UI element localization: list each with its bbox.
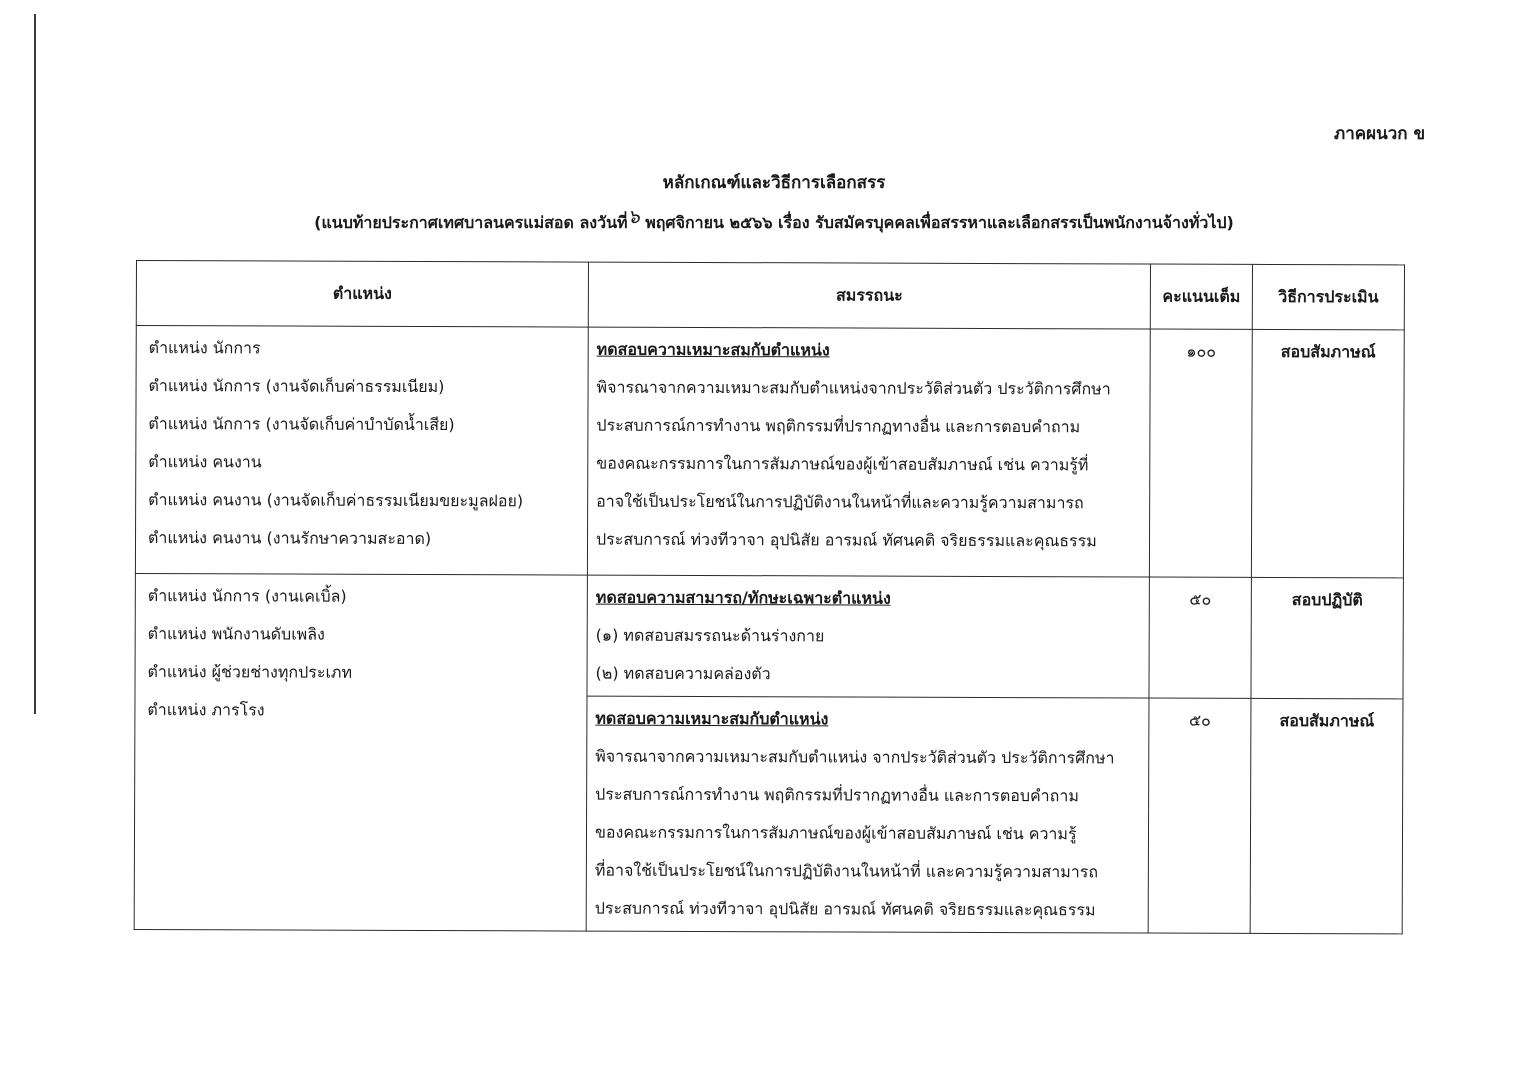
group1-competency-title: ทดสอบความเหมาะสมกับตำแหน่ง — [596, 339, 830, 360]
margin-line — [34, 14, 36, 714]
group2-part1-competency-line: (๑) ทดสอบสมรรถนะด้านร่างกาย — [595, 625, 825, 646]
group1-position-item: ตำแหน่ง นักการ — [148, 338, 261, 358]
table-row-group1 — [135, 326, 1404, 578]
table-row-group2-part1 — [135, 573, 1403, 698]
group1-competency-line: พิจารณาจากความเหมาะสมกับตำแหน่งจากประวัติส่วนตัว ประวัติการศึกษา — [596, 377, 1111, 399]
handwritten-day: ๖ — [627, 206, 640, 228]
subtitle-after-day: พฤศจิกายน ๒๕๖๖ เรื่อง รับสมัครบุคคลเพื่อสรรหาและเลือกสรรเป็นพนักงานจ้างทั่วไป) — [639, 213, 1234, 232]
group1-position-item: ตำแหน่ง คนงาน — [148, 452, 262, 472]
group2-part1-method: สอบปฏิบัติ — [1291, 590, 1363, 610]
criteria-table — [134, 260, 1405, 934]
group2-part1-score: ๕๐ — [1189, 589, 1212, 609]
group1-positions-cell — [135, 326, 588, 576]
header-position: ตำแหน่ง — [136, 261, 588, 328]
group2-part2-competency-line: พิจารณาจากความเหมาะสมกับตำแหน่ง จากประวัติส่วนตัว ประวัติการศึกษา — [595, 746, 1115, 768]
document-subtitle — [0, 207, 1524, 237]
group1-competency-line: ประสบการณ์การทำงาน พฤติกรรมที่ปรากฏทางอื่น และการตอบคำถาม — [596, 415, 1081, 437]
header-full-score: คะแนนเต็ม — [1150, 264, 1252, 329]
group2-part2-competency-cell — [586, 696, 1149, 933]
group2-part2-competency-title: ทดสอบความเหมาะสมกับตำแหน่ง — [595, 708, 829, 729]
group1-position-item: ตำแหน่ง คนงาน (งานรักษาความสะอาด) — [147, 528, 432, 549]
group1-competency-cell — [587, 327, 1150, 577]
group2-part1-method-cell — [1251, 577, 1403, 699]
group2-part1-competency-line: (๒) ทดสอบความคล่องตัว — [595, 663, 771, 684]
group1-competency-line: อาจใช้เป็นประโยชน์ในการปฏิบัติงานในหน้าที่และความรู้ความสามารถ — [596, 491, 1084, 513]
group2-part2-competency-line: ที่อาจใช้เป็นประโยชน์ในการปฏิบัติงานในหน้าที่ และความรู้ความสามารถ — [594, 860, 1099, 882]
group2-positions-cell — [134, 573, 587, 931]
group2-part1-competency-title: ทดสอบความสามารถ/ทักษะเฉพาะตำแหน่ง — [595, 587, 891, 608]
subtitle-before-day: (แนบท้ายประกาศเทศบาลนครแม่สอด ลงวันที่ — [314, 213, 628, 232]
group2-position-item: ตำแหน่ง นักการ (งานเคเบิ้ล) — [147, 586, 347, 606]
group2-part2-score: ๕๐ — [1188, 710, 1211, 730]
group2-part2-competency-line: ประสบการณ์ ท่วงทีวาจา อุปนิสัย อารมณ์ ทัศนคติ จริยธรรมและคุณธรรม — [594, 898, 1096, 920]
group2-position-item: ตำแหน่ง ผู้ช่วยช่างทุกประเภท — [147, 662, 353, 682]
group1-score-cell — [1149, 329, 1252, 577]
table-header-row — [136, 261, 1404, 330]
group2-position-item: ตำแหน่ง พนักงานดับเพลิง — [147, 624, 325, 644]
group2-part2-score-cell — [1148, 698, 1251, 933]
group1-position-item: ตำแหน่ง คนงาน (งานจัดเก็บค่าธรรมเนียมขยะมูลฝอย) — [148, 490, 524, 511]
group1-score: ๑๐๐ — [1186, 341, 1217, 361]
group1-method: สอบสัมภาษณ์ — [1280, 341, 1376, 362]
group2-part2-method: สอบสัมภาษณ์ — [1279, 710, 1375, 731]
group1-position-item: ตำแหน่ง นักการ (งานจัดเก็บค่าบำบัดน้ำเสีย) — [148, 414, 455, 435]
group2-part2-method-cell — [1250, 698, 1403, 934]
header-competency: สมรรถนะ — [588, 262, 1150, 329]
group1-position-item: ตำแหน่ง นักการ (งานจัดเก็บค่าธรรมเนียม) — [148, 376, 445, 397]
group2-part1-competency-cell — [587, 575, 1149, 698]
appendix-label: ภาคผนวก ข — [1334, 124, 1426, 144]
document-title: หลักเกณฑ์และวิธีการเลือกสรร — [662, 173, 886, 193]
group2-part2-competency-line: ประสบการณ์การทำงาน พฤติกรรมที่ปรากฏทางอื่น และการตอบคำถาม — [595, 784, 1079, 806]
group2-part2-competency-line: ของคณะกรรมการในการสัมภาษณ์ของผู้เข้าสอบสัมภาษณ์ เช่น ความรู้ — [594, 822, 1077, 844]
group1-competency-line: ประสบการณ์ ท่วงทีวาจา อุปนิสัย อารมณ์ ทัศนคติ จริยธรรมและคุณธรรม — [595, 529, 1097, 551]
group1-competency-line: ของคณะกรรมการในการสัมภาษณ์ของผู้เข้าสอบสัมภาษณ์ เช่น ความรู้ที่ — [596, 453, 1089, 475]
group2-position-item: ตำแหน่ง ภารโรง — [147, 700, 265, 720]
group1-method-cell — [1251, 329, 1404, 578]
criteria-table-wrapper — [134, 260, 1404, 926]
header-method: วิธีการประเมิน — [1252, 264, 1404, 330]
group2-part1-score-cell — [1149, 577, 1251, 698]
